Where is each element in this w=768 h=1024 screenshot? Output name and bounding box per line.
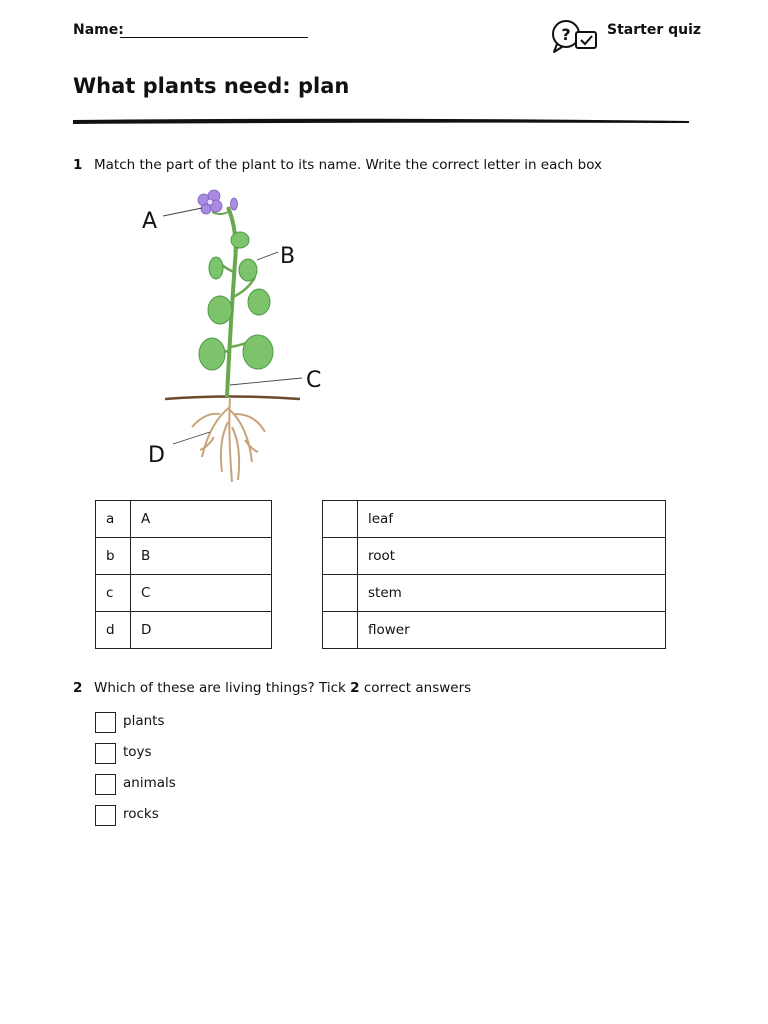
diagram-label-b: B <box>280 244 296 269</box>
part-name: stem <box>358 575 666 612</box>
row-letter: a <box>96 501 131 538</box>
option-animals[interactable] <box>95 774 395 796</box>
row-label: B <box>131 538 272 575</box>
question-2-text-after: correct answers <box>359 680 472 696</box>
table-row <box>96 575 272 612</box>
table-row <box>323 575 666 612</box>
option-toys[interactable] <box>95 743 395 765</box>
answer-box[interactable] <box>323 501 358 538</box>
diagram-label-d: D <box>148 443 165 468</box>
checkbox[interactable] <box>95 712 116 733</box>
svg-text:?: ? <box>561 25 571 44</box>
diagram-label-a: A <box>142 209 158 234</box>
answer-box[interactable] <box>323 538 358 575</box>
name-line[interactable] <box>120 37 308 38</box>
option-label: toys <box>123 744 152 760</box>
table-row <box>323 538 666 575</box>
question-1-number: 1 <box>73 157 83 173</box>
answer-box[interactable] <box>323 575 358 612</box>
question-2-text-before: Which of these are living things? Tick <box>94 680 351 696</box>
row-letter: b <box>96 538 131 575</box>
table-row <box>96 501 272 538</box>
plant-diagram <box>130 182 370 494</box>
quiz-type-label: Starter quiz <box>607 22 702 38</box>
parts-table <box>95 500 272 649</box>
question-2-number: 2 <box>73 680 83 696</box>
row-label: A <box>131 501 272 538</box>
option-label: plants <box>123 713 165 729</box>
table-row <box>323 612 666 649</box>
table-row <box>96 612 272 649</box>
question-2-count: 2 <box>350 680 360 696</box>
row-label: C <box>131 575 272 612</box>
checkbox[interactable] <box>95 743 116 764</box>
part-name: leaf <box>358 501 666 538</box>
name-label: Name: <box>73 22 124 38</box>
diagram-label-c: C <box>306 368 322 393</box>
names-table <box>322 500 666 649</box>
question-2-text <box>94 680 471 696</box>
page-title: What plants need: plan <box>73 74 350 98</box>
table-row <box>323 501 666 538</box>
option-label: animals <box>123 775 176 791</box>
part-name: flower <box>358 612 666 649</box>
option-label: rocks <box>123 806 159 822</box>
row-letter: d <box>96 612 131 649</box>
question-1-text: Match the part of the plant to its name. Write the correct letter in each box <box>94 157 603 173</box>
option-plants[interactable] <box>95 712 395 734</box>
table-row <box>96 538 272 575</box>
answer-box[interactable] <box>323 612 358 649</box>
title-divider <box>73 116 689 126</box>
checkbox[interactable] <box>95 774 116 795</box>
checkbox[interactable] <box>95 805 116 826</box>
quiz-icon <box>551 18 599 56</box>
option-rocks[interactable] <box>95 805 395 827</box>
row-letter: c <box>96 575 131 612</box>
row-label: D <box>131 612 272 649</box>
part-name: root <box>358 538 666 575</box>
